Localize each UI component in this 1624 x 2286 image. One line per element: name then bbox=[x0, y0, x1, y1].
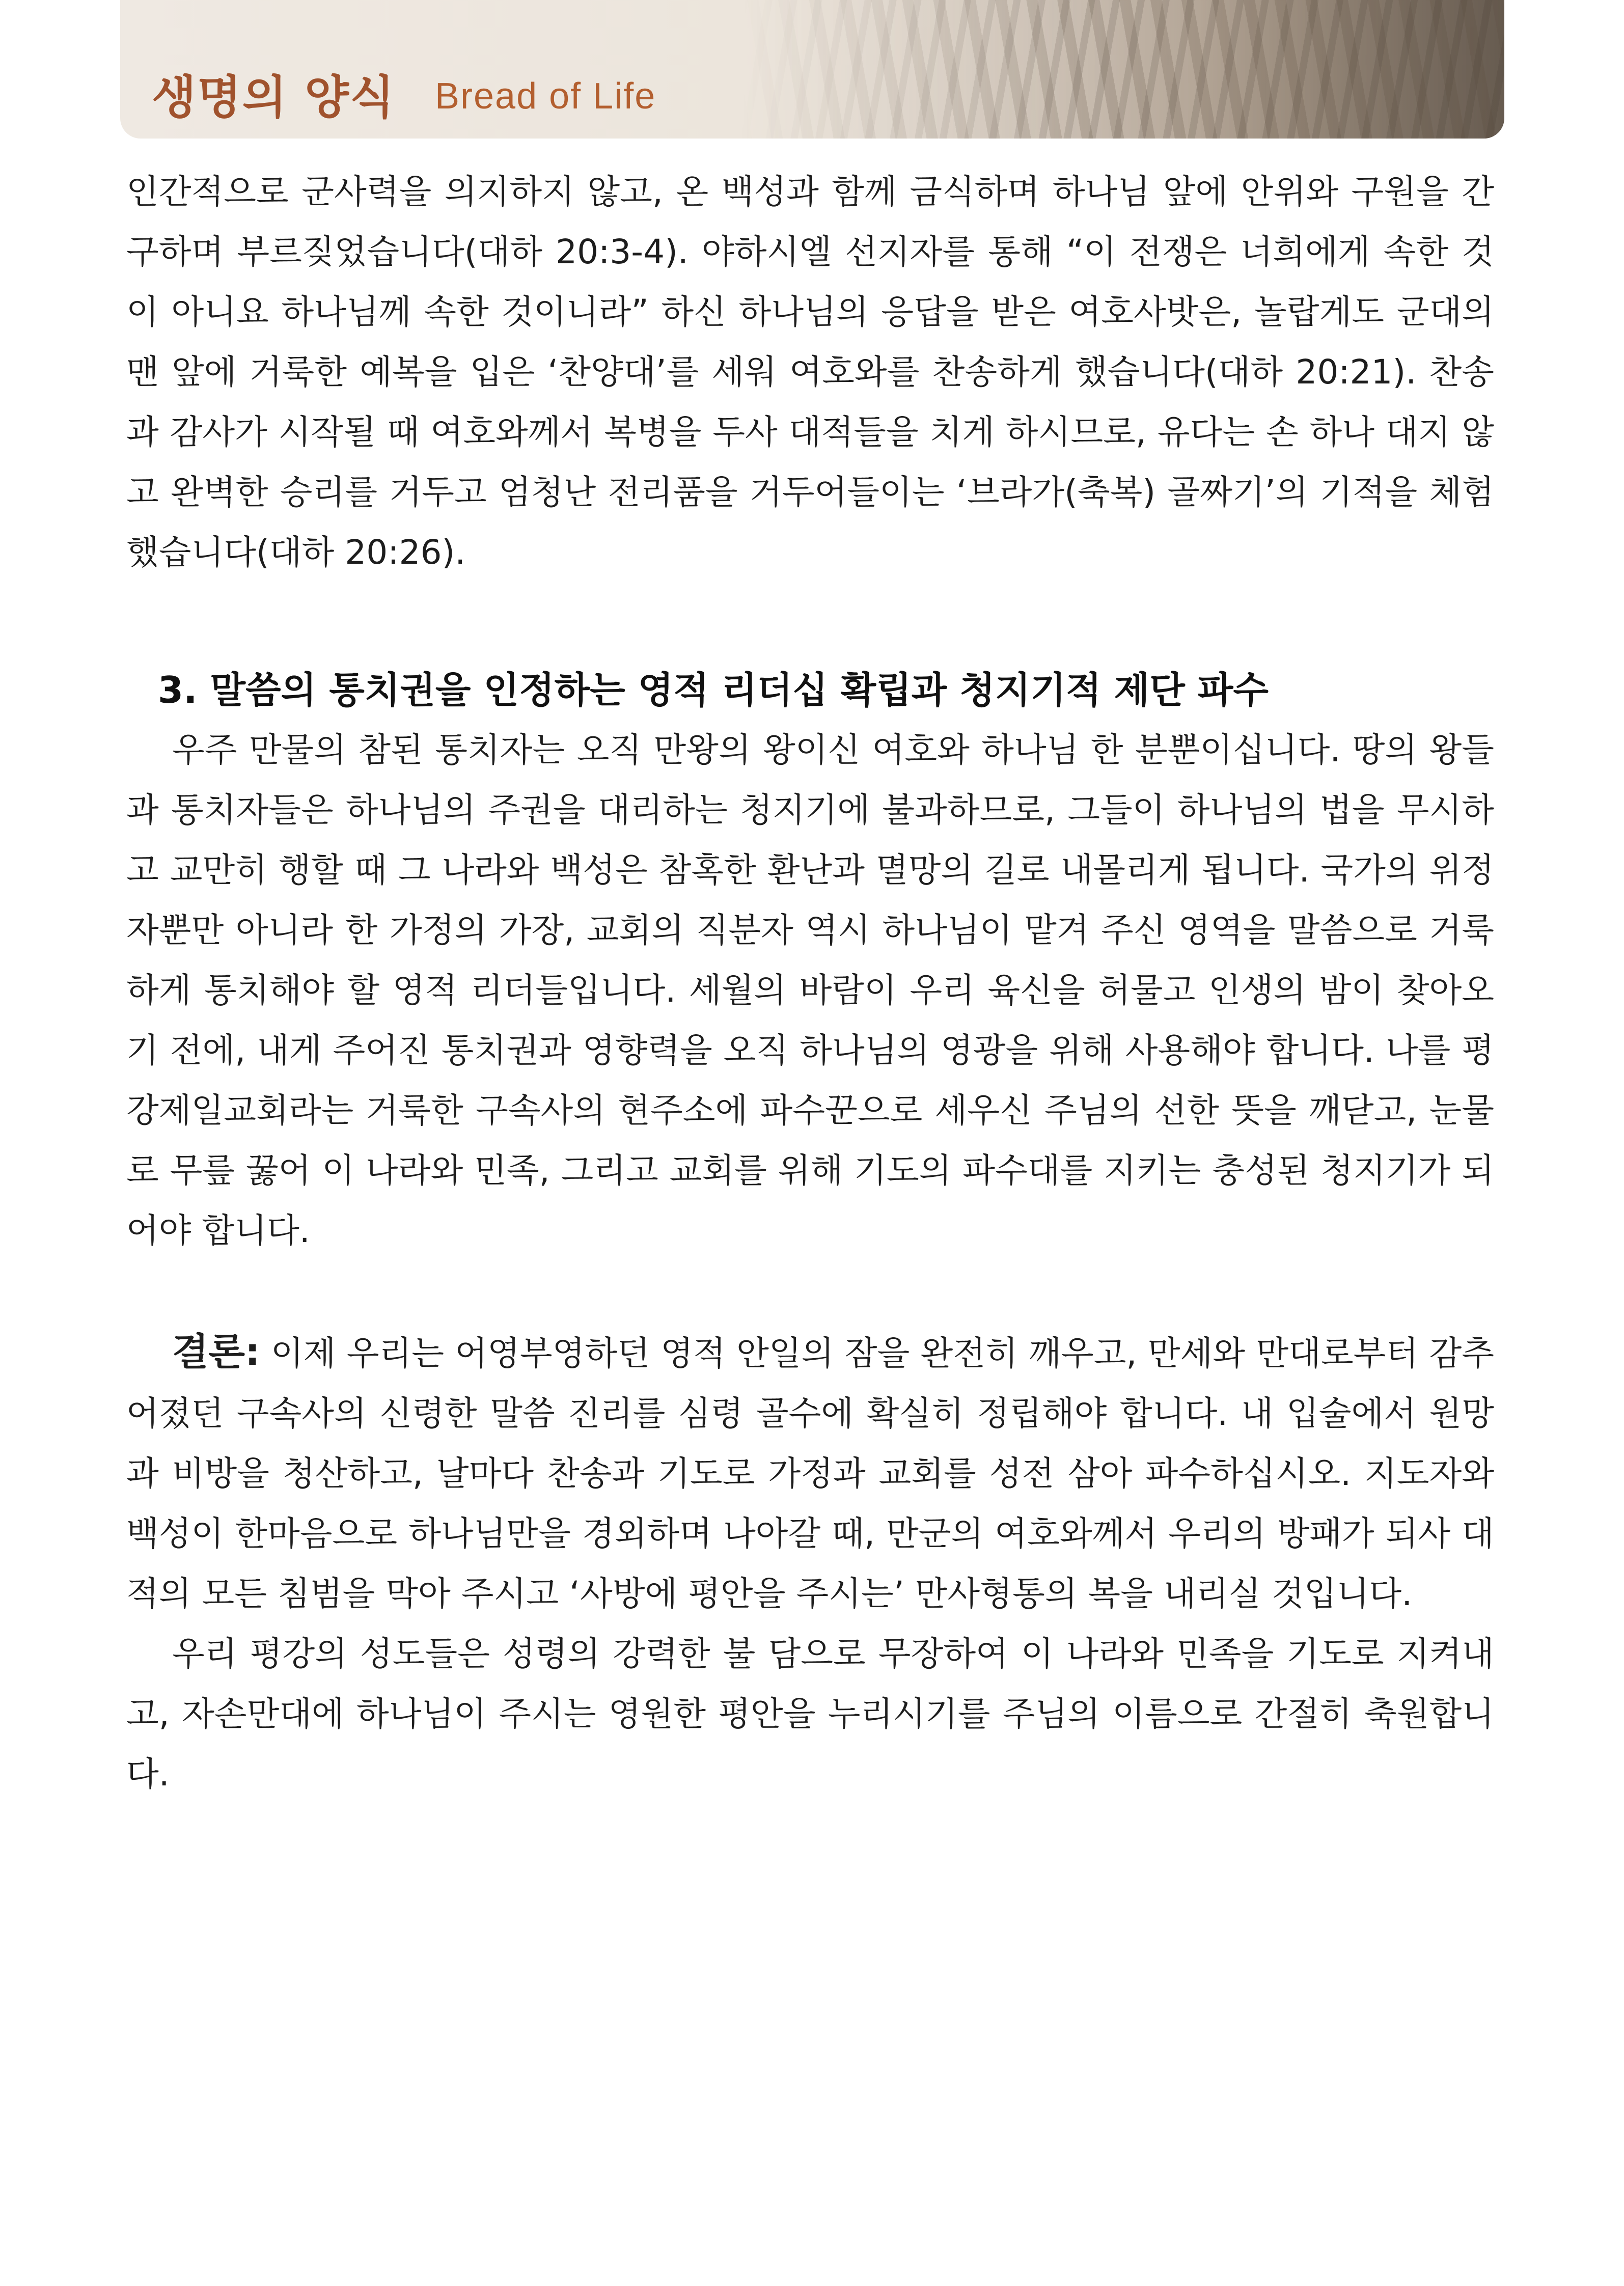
header-title-english: Bread of Life bbox=[435, 76, 656, 117]
header-title-korean: 생명의 양식 bbox=[152, 71, 396, 124]
page-header-banner bbox=[120, 0, 1504, 139]
section-heading-3: 3. 말씀의 통치권을 인정하는 영적 리더십 확립과 청지기적 제단 파수 bbox=[158, 669, 1269, 711]
header-background-photo bbox=[740, 0, 1504, 139]
article-body bbox=[126, 162, 1494, 1804]
paragraph-1: 인간적으로 군사력을 의지하지 않고, 온 백성과 함께 금식하며 하나님 앞에 안위와 구원을 간구하며 부르짖었습니다(대하 20:3-4). 야하시엘 선지자를 통해 “이 전쟁은 너희에게 속한 것이 아니요 하나님께 속한 것이니라” 하신 하나님의 응답을 받은 여호사밧은, 놀랍게도 군대의 맨 앞에 거룩한 예복을 입은 ‘찬양대’를 세워 여호와를 찬송하게 했습니다(대하 20:21). 찬송과 감사가 시작될 때 여호와께서 복병을 두사 대적들을 치게 하시므로, 유다는 손 하나 대지 않고 완벽한 승리를 거두고 엄청난 전리품을 거두어들이는 ‘브라가(축복) 골짜기’의 기적을 체험했습니다(대하 20:26). bbox=[126, 172, 1494, 572]
conclusion-paragraph bbox=[126, 1322, 1494, 1624]
paragraph-2: 우주 만물의 참된 통치자는 오직 만왕의 왕이신 여호와 하나님 한 분뿐이십니다. 땅의 왕들과 통치자들은 하나님의 주권을 대리하는 청지기에 불과하므로, 그들이 하나님의 법을 무시하고 교만히 행할 때 그 나라와 백성은 참혹한 환난과 멸망의 길로 내몰리게 됩니다. 국가의 위정자뿐만 아니라 한 가정의 가장, 교회의 직분자 역시 하나님이 맡겨 주신 영역을 말씀으로 거룩하게 통치해야 할 영적 리더들입니다. 세월의 바람이 우리 육신을 허물고 인생의 밤이 찾아오기 전에, 내게 주어진 통치권과 영향력을 오직 하나님의 영광을 위해 사용해야 합니다. 나를 평강제일교회라는 거룩한 구속사의 현주소에 파수꾼으로 세우신 주님의 선한 뜻을 깨닫고, 눈물로 무릎 꿇어 이 나라와 민족, 그리고 교회를 위해 기도의 파수대를 지키는 충성된 청지기가 되어야 합니다. bbox=[126, 730, 1494, 1250]
section-spacer bbox=[126, 1261, 1494, 1322]
conclusion-text: 이제 우리는 어영부영하던 영적 안일의 잠을 완전히 깨우고, 만세와 만대로부터 감추어졌던 구속사의 신령한 말씀 진리를 심령 골수에 확실히 정립해야 합니다. 내 입술에서 원망과 비방을 청산하고, 날마다 찬송과 기도로 가정과 교회를 성전 삼아 파수하십시오. 지도자와 백성이 한마음으로 하나님만을 경외하며 나아갈 때, 만군의 여호와께서 우리의 방패가 되사 대적의 모든 침범을 막아 주시고 ‘사방에 평안을 주시는’ 만사형통의 복을 내리실 것입니다. bbox=[126, 1334, 1494, 1613]
paragraph-4: 우리 평강의 성도들은 성령의 강력한 불 담으로 무장하여 이 나라와 민족을 기도로 지켜내고, 자손만대에 하나님이 주시는 영원한 평안을 누리시기를 주님의 이름으로 간절히 축원합니다. bbox=[126, 1634, 1494, 1794]
conclusion-label: 결론: bbox=[172, 1330, 260, 1374]
